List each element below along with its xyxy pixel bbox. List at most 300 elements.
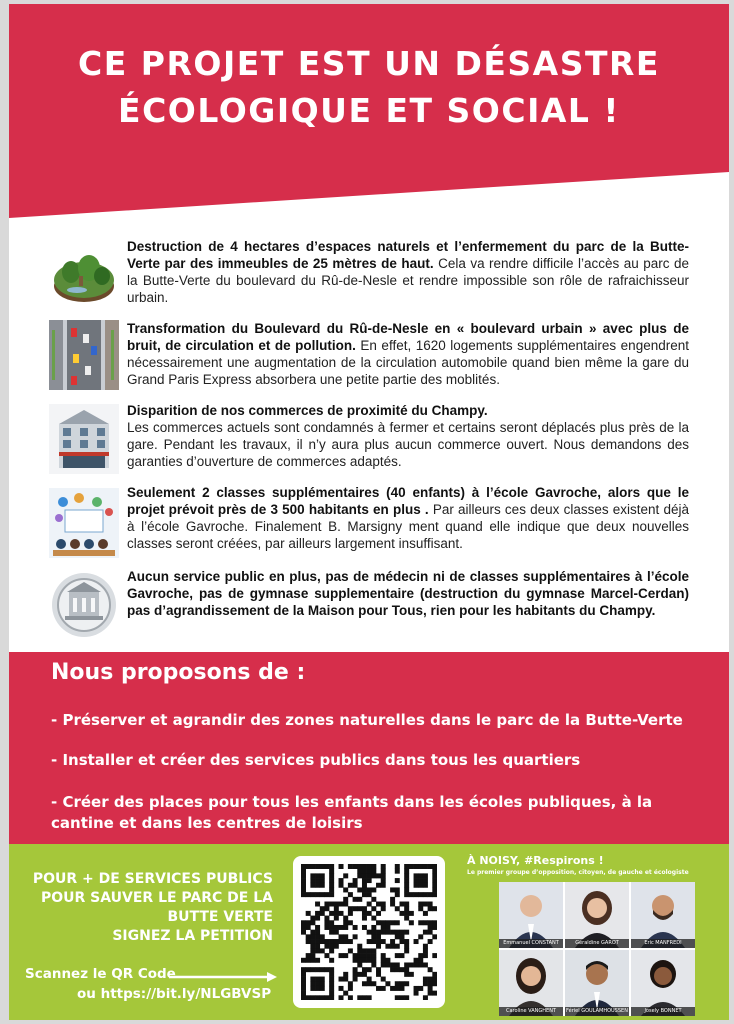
qr-module bbox=[404, 916, 409, 921]
qr-module bbox=[301, 995, 306, 1000]
qr-module bbox=[432, 869, 437, 874]
qr-module bbox=[329, 878, 334, 883]
qr-module bbox=[371, 916, 376, 921]
qr-module bbox=[320, 911, 325, 916]
qr-module bbox=[381, 878, 386, 883]
qr-module bbox=[367, 873, 372, 878]
qr-module bbox=[315, 967, 320, 972]
qr-module bbox=[390, 986, 395, 991]
qr-module bbox=[329, 873, 334, 878]
qr-module bbox=[329, 864, 334, 869]
petition-call-to-action bbox=[25, 870, 273, 946]
qr-module bbox=[315, 930, 320, 935]
qr-module bbox=[301, 892, 306, 897]
qr-module bbox=[428, 967, 433, 972]
qr-module bbox=[343, 887, 348, 892]
qr-module bbox=[301, 930, 306, 935]
qr-module bbox=[301, 887, 306, 892]
qr-module bbox=[376, 911, 381, 916]
qr-module bbox=[362, 864, 367, 869]
qr-module bbox=[409, 962, 414, 967]
qr-module bbox=[409, 972, 414, 977]
qr-module bbox=[353, 967, 358, 972]
qr-module bbox=[404, 939, 409, 944]
qr-module bbox=[324, 939, 329, 944]
qr-module bbox=[343, 934, 348, 939]
qr-module bbox=[334, 902, 339, 907]
qr-module bbox=[301, 967, 306, 972]
qr-module bbox=[371, 958, 376, 963]
issue-bold: Aucun service public en plus, pas de médecin ni de classes supplémentaires à l’école Gavroche, pas de gymnase supplementaire (destruction du gymnase Marcel-Cerdan) pas d’agrandissement de la Maison pour Tous, rien pour les habitants du Champy. bbox=[127, 569, 689, 618]
qr-module bbox=[432, 878, 437, 883]
qr-module bbox=[357, 897, 362, 902]
proposal-item: - Installer et créer des services publics dans tous les quartiers bbox=[51, 751, 581, 769]
qr-module bbox=[367, 995, 372, 1000]
qr-module bbox=[381, 977, 386, 982]
qr-module bbox=[306, 892, 311, 897]
qr-module bbox=[404, 944, 409, 949]
issue-text bbox=[127, 568, 689, 619]
qr-module bbox=[395, 962, 400, 967]
qr-module bbox=[301, 864, 306, 869]
qr-module bbox=[376, 939, 381, 944]
qr-module bbox=[324, 892, 329, 897]
qr-module bbox=[414, 991, 419, 996]
qr-module bbox=[381, 962, 386, 967]
qr-module bbox=[395, 864, 400, 869]
qr-module bbox=[381, 869, 386, 874]
qr-module bbox=[362, 883, 367, 888]
issue-bold: Disparition de nos commerces de proximité du Champy. bbox=[127, 403, 488, 418]
qr-module bbox=[371, 962, 376, 967]
issue-detail: Cela va rendre difficile l’accès au parc de la Butte-Verte du boulevard du Rû-de-Nesle et rendre impossible son rôle de rafraichisseur urbain. bbox=[127, 256, 689, 305]
scan-label: Scannez le QR Code bbox=[25, 966, 176, 982]
qr-module bbox=[348, 892, 353, 897]
qr-module bbox=[432, 953, 437, 958]
qr-module bbox=[306, 939, 311, 944]
qr-module bbox=[367, 948, 372, 953]
qr-module bbox=[353, 972, 358, 977]
cta-line: POUR + DE SERVICES PUBLICS bbox=[32, 871, 273, 887]
qr-module bbox=[320, 906, 325, 911]
qr-module bbox=[423, 995, 428, 1000]
qr-module bbox=[432, 906, 437, 911]
qr-module bbox=[367, 892, 372, 897]
qr-module bbox=[381, 920, 386, 925]
qr-module bbox=[339, 953, 344, 958]
qr-module bbox=[320, 977, 325, 982]
qr-module bbox=[404, 972, 409, 977]
qr-module bbox=[428, 925, 433, 930]
qr-module bbox=[381, 864, 386, 869]
qr-module bbox=[432, 934, 437, 939]
qr-module bbox=[367, 864, 372, 869]
qr-module bbox=[357, 873, 362, 878]
qr-module bbox=[362, 906, 367, 911]
qr-module bbox=[418, 906, 423, 911]
qr-module bbox=[301, 925, 306, 930]
qr-module bbox=[404, 902, 409, 907]
qr-module bbox=[310, 930, 315, 935]
qr-module bbox=[343, 916, 348, 921]
qr-module bbox=[362, 887, 367, 892]
qr-module bbox=[395, 995, 400, 1000]
qr-module bbox=[310, 986, 315, 991]
qr-module bbox=[399, 953, 404, 958]
qr-module bbox=[414, 958, 419, 963]
qr-module bbox=[367, 911, 372, 916]
qr-module bbox=[404, 995, 409, 1000]
qr-module bbox=[367, 939, 372, 944]
qr-module bbox=[315, 939, 320, 944]
qr-module bbox=[329, 977, 334, 982]
qr-module bbox=[348, 906, 353, 911]
qr-module bbox=[399, 967, 404, 972]
qr-module bbox=[343, 873, 348, 878]
cta-line: BUTTE VERTE bbox=[167, 909, 273, 925]
qr-module bbox=[324, 902, 329, 907]
qr-module bbox=[310, 864, 315, 869]
qr-module bbox=[404, 878, 409, 883]
qr-module bbox=[306, 995, 311, 1000]
qr-module bbox=[414, 986, 419, 991]
qr-module bbox=[315, 883, 320, 888]
qr-module bbox=[404, 864, 409, 869]
qr-module bbox=[348, 986, 353, 991]
qr-module bbox=[362, 972, 367, 977]
qr-module bbox=[334, 906, 339, 911]
qr-module bbox=[376, 967, 381, 972]
qr-module bbox=[315, 916, 320, 921]
qr-module bbox=[353, 883, 358, 888]
qr-module bbox=[432, 892, 437, 897]
qr-module bbox=[315, 986, 320, 991]
scan-instructions bbox=[25, 964, 285, 1004]
qr-module bbox=[310, 948, 315, 953]
qr-module bbox=[329, 981, 334, 986]
qr-module bbox=[399, 939, 404, 944]
qr-module bbox=[381, 939, 386, 944]
qr-module bbox=[385, 930, 390, 935]
qr-module bbox=[395, 981, 400, 986]
qr-module bbox=[423, 962, 428, 967]
qr-module bbox=[395, 892, 400, 897]
qr-module bbox=[367, 902, 372, 907]
qr-module bbox=[315, 948, 320, 953]
qr-module bbox=[310, 981, 315, 986]
qr-module bbox=[329, 948, 334, 953]
qr-module bbox=[376, 873, 381, 878]
qr-module bbox=[357, 953, 362, 958]
qr-module bbox=[339, 902, 344, 907]
qr-module bbox=[362, 878, 367, 883]
qr-module bbox=[329, 869, 334, 874]
qr-module bbox=[409, 920, 414, 925]
qr-module bbox=[404, 906, 409, 911]
qr-module bbox=[423, 883, 428, 888]
qr-module bbox=[390, 939, 395, 944]
qr-module bbox=[324, 944, 329, 949]
qr-module bbox=[348, 883, 353, 888]
qr-module bbox=[339, 939, 344, 944]
footer-section bbox=[9, 844, 729, 1020]
qr-module bbox=[334, 916, 339, 921]
qr-module bbox=[418, 878, 423, 883]
qr-module bbox=[329, 902, 334, 907]
qr-module bbox=[381, 958, 386, 963]
qr-module bbox=[376, 902, 381, 907]
qr-module bbox=[418, 958, 423, 963]
qr-module bbox=[381, 906, 386, 911]
qr-module bbox=[329, 911, 334, 916]
qr-module bbox=[329, 958, 334, 963]
issue-text bbox=[127, 238, 689, 306]
member-photo bbox=[565, 882, 629, 948]
qr-module bbox=[320, 986, 325, 991]
qr-module bbox=[371, 930, 376, 935]
qr-module bbox=[399, 911, 404, 916]
qr-module bbox=[409, 864, 414, 869]
qr-module bbox=[367, 869, 372, 874]
qr-module bbox=[418, 934, 423, 939]
qr-module bbox=[334, 939, 339, 944]
qr-module bbox=[301, 920, 306, 925]
qr-module bbox=[367, 887, 372, 892]
qr-module bbox=[362, 967, 367, 972]
issue-text bbox=[127, 484, 689, 552]
qr-module bbox=[324, 864, 329, 869]
qr-module bbox=[390, 962, 395, 967]
qr-module bbox=[334, 944, 339, 949]
proposal-item: - Préserver et agrandir des zones naturelles dans le parc de la Butte-Verte bbox=[51, 711, 683, 729]
qr-module bbox=[357, 864, 362, 869]
qr-module bbox=[324, 916, 329, 921]
qr-module bbox=[315, 873, 320, 878]
qr-module bbox=[362, 925, 367, 930]
qr-module bbox=[376, 920, 381, 925]
qr-module bbox=[315, 864, 320, 869]
qr-module bbox=[432, 977, 437, 982]
qr-module bbox=[423, 920, 428, 925]
qr-module bbox=[423, 873, 428, 878]
qr-module bbox=[390, 902, 395, 907]
qr-module bbox=[334, 925, 339, 930]
qr-module bbox=[339, 934, 344, 939]
qr-module bbox=[343, 925, 348, 930]
qr-module bbox=[357, 948, 362, 953]
qr-module bbox=[381, 873, 386, 878]
issue-detail: En effet, 1620 logements supplémentaires engendrent nécessairement une augmentation de la circulation automobile quand bien même la gare du Grand Paris Express absorbera une petite partie des moblités. bbox=[127, 338, 689, 387]
qr-module bbox=[324, 906, 329, 911]
qr-module bbox=[423, 864, 428, 869]
qr-module bbox=[395, 878, 400, 883]
qr-module bbox=[418, 902, 423, 907]
qr-module bbox=[395, 906, 400, 911]
qr-module bbox=[348, 995, 353, 1000]
qr-module bbox=[414, 864, 419, 869]
public-service-icon bbox=[49, 570, 119, 640]
qr-module bbox=[320, 892, 325, 897]
qr-module bbox=[357, 944, 362, 949]
issue-text bbox=[127, 402, 689, 470]
qr-module bbox=[428, 892, 433, 897]
qr-module bbox=[371, 953, 376, 958]
qr-module bbox=[343, 953, 348, 958]
qr-module bbox=[395, 953, 400, 958]
qr-module bbox=[320, 934, 325, 939]
qr-module bbox=[306, 864, 311, 869]
qr-module bbox=[310, 995, 315, 1000]
flyer bbox=[9, 4, 729, 1020]
qr-module bbox=[404, 869, 409, 874]
qr-module bbox=[385, 958, 390, 963]
qr-module bbox=[395, 887, 400, 892]
qr-module bbox=[385, 981, 390, 986]
qr-module bbox=[324, 953, 329, 958]
qr-module bbox=[385, 962, 390, 967]
arrow-right-icon bbox=[169, 971, 279, 983]
member-name: Emmanuel CONSTANT bbox=[499, 939, 563, 948]
qr-module bbox=[329, 930, 334, 935]
qr-module bbox=[367, 977, 372, 982]
qr-module bbox=[404, 873, 409, 878]
qr-module bbox=[315, 892, 320, 897]
issue-bold: Destruction de 4 hectares d’espaces naturels et l’enfermement du parc de la Butte-Verte par des immeubles de 25 mètres de haut. bbox=[127, 239, 689, 271]
members-photos bbox=[499, 882, 695, 1016]
qr-module bbox=[399, 981, 404, 986]
qr-module bbox=[409, 911, 414, 916]
qr-module bbox=[320, 995, 325, 1000]
qr-module bbox=[404, 892, 409, 897]
qr-module bbox=[418, 892, 423, 897]
proposals-title: Nous proposons de : bbox=[51, 660, 306, 685]
qr-module bbox=[381, 883, 386, 888]
traffic-boulevard-icon bbox=[49, 320, 119, 390]
qr-module bbox=[329, 939, 334, 944]
qr-module bbox=[362, 869, 367, 874]
cta-line: POUR SAUVER LE PARC DE LA bbox=[40, 890, 273, 906]
qr-module bbox=[339, 878, 344, 883]
qr-module bbox=[390, 930, 395, 935]
qr-module bbox=[423, 944, 428, 949]
qr-module bbox=[362, 981, 367, 986]
qr-module bbox=[315, 934, 320, 939]
qr-module bbox=[353, 953, 358, 958]
qr-module bbox=[432, 873, 437, 878]
qr-module bbox=[423, 948, 428, 953]
qr-module bbox=[367, 967, 372, 972]
qr-module bbox=[310, 953, 315, 958]
qr-module bbox=[428, 930, 433, 935]
qr-code[interactable] bbox=[293, 856, 445, 1008]
qr-module bbox=[310, 883, 315, 888]
qr-module bbox=[301, 991, 306, 996]
qr-module bbox=[310, 934, 315, 939]
qr-module bbox=[339, 977, 344, 982]
qr-module bbox=[404, 981, 409, 986]
qr-module bbox=[320, 948, 325, 953]
qr-module bbox=[343, 902, 348, 907]
qr-module bbox=[428, 991, 433, 996]
member-name: Eric MANFREDI bbox=[631, 939, 695, 948]
qr-module bbox=[315, 925, 320, 930]
qr-module bbox=[353, 977, 358, 982]
qr-module bbox=[395, 944, 400, 949]
qr-module bbox=[418, 873, 423, 878]
qr-module bbox=[310, 878, 315, 883]
qr-module bbox=[348, 981, 353, 986]
qr-module bbox=[371, 925, 376, 930]
qr-module bbox=[404, 883, 409, 888]
issue-detail: Les commerces actuels sont condamnés à fermer et certains seront déplacés plus près de la gare. Pendant les travaux, il n’y aura plus aucun commerce ouvert. Nous demandons des garanties d’ouverture de commerces adaptés. bbox=[127, 420, 689, 469]
qr-module bbox=[310, 977, 315, 982]
qr-module bbox=[362, 948, 367, 953]
qr-module bbox=[320, 873, 325, 878]
petition-link[interactable]: ou https://bit.ly/NLGBVSP bbox=[77, 986, 272, 1002]
qr-module bbox=[376, 934, 381, 939]
qr-module bbox=[320, 981, 325, 986]
qr-module bbox=[310, 958, 315, 963]
proposals-section bbox=[9, 652, 729, 844]
qr-module bbox=[395, 934, 400, 939]
group-title: À NOISY, #Respirons ! bbox=[467, 854, 604, 867]
qr-module bbox=[376, 972, 381, 977]
qr-module bbox=[362, 911, 367, 916]
qr-module bbox=[371, 906, 376, 911]
qr-module bbox=[334, 911, 339, 916]
qr-module bbox=[399, 902, 404, 907]
qr-module bbox=[390, 967, 395, 972]
qr-module bbox=[362, 953, 367, 958]
forest-globe-icon bbox=[49, 240, 119, 310]
member-name: Fériel GOULAMHOUSSEN bbox=[566, 1008, 628, 1014]
qr-module bbox=[428, 864, 433, 869]
member-photo bbox=[499, 882, 563, 948]
qr-module bbox=[432, 864, 437, 869]
qr-module bbox=[362, 873, 367, 878]
qr-module bbox=[343, 977, 348, 982]
qr-module bbox=[423, 892, 428, 897]
issue-text bbox=[127, 320, 689, 388]
issue-detail: Par ailleurs ces deux classes existent déjà à l’école Gavroche. Finalement B. Marsigny ment quand elle indique que deux nouvelles classes seront créées, par ailleurs largement insuffisant. bbox=[127, 502, 689, 551]
qr-module bbox=[418, 864, 423, 869]
qr-module bbox=[432, 972, 437, 977]
title-line-2: ÉCOLOGIQUE ET SOCIAL ! bbox=[118, 91, 620, 130]
qr-module bbox=[376, 930, 381, 935]
qr-module bbox=[418, 986, 423, 991]
qr-module bbox=[428, 902, 433, 907]
qr-module bbox=[362, 958, 367, 963]
qr-module bbox=[315, 981, 320, 986]
qr-module bbox=[423, 930, 428, 935]
qr-module bbox=[414, 892, 419, 897]
qr-module bbox=[390, 887, 395, 892]
qr-module bbox=[353, 906, 358, 911]
qr-module bbox=[371, 939, 376, 944]
qr-module bbox=[371, 981, 376, 986]
qr-module bbox=[301, 883, 306, 888]
qr-module bbox=[357, 958, 362, 963]
qr-module bbox=[301, 981, 306, 986]
qr-module bbox=[428, 939, 433, 944]
qr-module bbox=[371, 869, 376, 874]
qr-module bbox=[315, 958, 320, 963]
proposal-item: - Créer des places pour tous les enfants dans les écoles publiques, à la cantine et dans les centres de loisirs bbox=[51, 793, 653, 832]
qr-module bbox=[329, 944, 334, 949]
qr-module bbox=[315, 944, 320, 949]
qr-module bbox=[409, 892, 414, 897]
qr-module bbox=[381, 925, 386, 930]
